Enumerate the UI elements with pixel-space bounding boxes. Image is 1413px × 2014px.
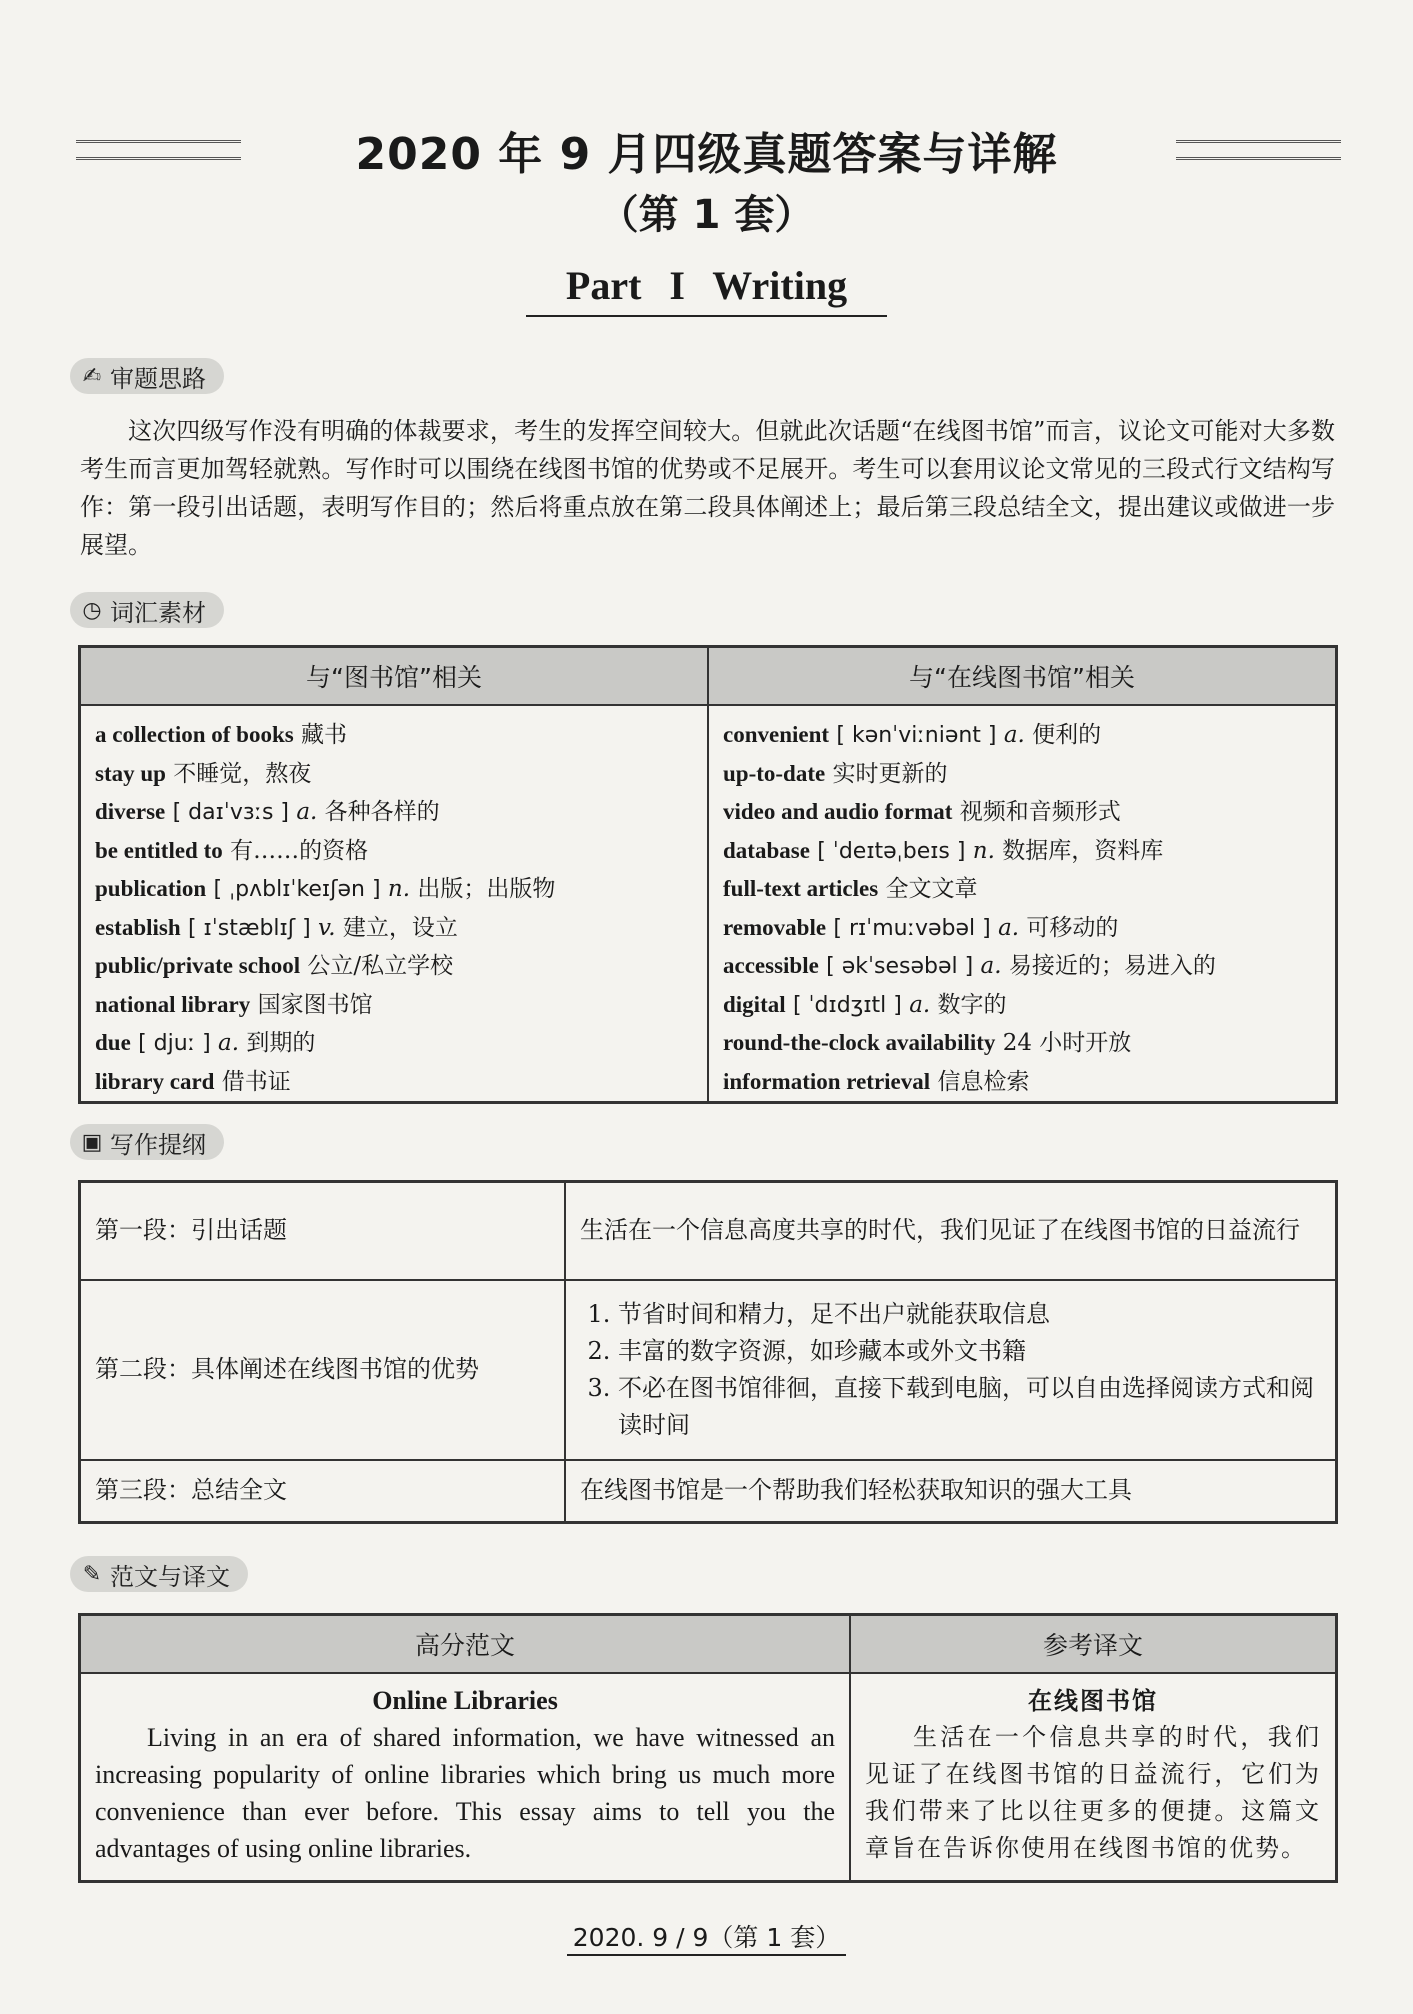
outline-row [80, 1280, 1337, 1460]
outline-content: 生活在一个信息高度共享的时代，我们见证了在线图书馆的日益流行 [565, 1182, 1337, 1280]
vocab-term: establish [95, 914, 181, 940]
vocab-meaning: 建立，设立 [342, 914, 458, 941]
page-footer [0, 1918, 1413, 1954]
essay-title: Online Libraries [372, 1686, 558, 1715]
outline-row [80, 1460, 1337, 1523]
review-text: 这次四级写作没有明确的体裁要求，考生的发挥空间较大。但就此次话题“在线图书馆”而言，议论文可能对大多数考生而言更加驾轻就熟。写作时可以围绕在线图书馆的优势或不足展开。考生可以套用议论文常见的三段式行文结构写作：第一段引出话题，表明写作目的；然后将重点放在第二段具体阐述上；最后第三段总结全文，提出建议或做进一步展望。 [80, 417, 1335, 559]
section-badge-vocab [70, 592, 224, 628]
vocab-item [723, 909, 1321, 948]
vocab-part-of-speech: v. [317, 914, 336, 941]
vocab-column-online-library [708, 705, 1337, 1103]
vocab-term: full-text articles [723, 876, 879, 901]
page-subtitle: （第 1 套） [598, 192, 815, 238]
vocab-meaning: 数据库，资料库 [1002, 837, 1164, 864]
review-paragraph [80, 412, 1335, 564]
vocab-item [723, 947, 1321, 986]
vocab-part-of-speech: a. [998, 914, 1020, 941]
vocab-item [723, 1024, 1321, 1063]
sample-header-essay: 高分范文 [80, 1615, 851, 1674]
part-title-wrap [0, 262, 1413, 317]
vocab-term: convenient [723, 722, 830, 747]
clock-icon: ◷ [82, 597, 102, 623]
vocab-item [95, 909, 693, 948]
vocab-item [723, 870, 1321, 909]
vocab-item [95, 947, 693, 986]
vocab-item [95, 1063, 693, 1102]
vocab-term: up-to-date [723, 760, 826, 786]
outline-list-item: 1. 节省时间和精力，足不出户就能获取信息 [618, 1296, 1321, 1333]
vocab-header-online-library: 与“在线图书馆”相关 [708, 647, 1337, 706]
vocab-item [95, 1024, 693, 1063]
vocab-phonetic: [ əkˈsesəbəl ] [826, 954, 974, 979]
vocab-part-of-speech: n. [387, 876, 410, 902]
vocab-part-of-speech: a. [1003, 722, 1025, 748]
vocab-item [95, 832, 693, 871]
vocab-item [95, 870, 693, 909]
outline-table [78, 1180, 1338, 1524]
sample-table [78, 1613, 1338, 1883]
vocab-term: database [723, 837, 810, 863]
pencil-icon: ✎ [82, 1561, 102, 1587]
vocab-term: round-the-clock availability [723, 1030, 996, 1055]
vocab-part-of-speech: a. [218, 1030, 240, 1056]
section-label-outline: 写作提纲 [110, 1130, 206, 1159]
vocab-term: diverse [95, 799, 166, 824]
outline-row [80, 1182, 1337, 1280]
vocab-phonetic: [ daɪˈvɜːs ] [172, 800, 289, 825]
vocab-item [723, 793, 1321, 832]
section-label-sample: 范文与译文 [110, 1562, 230, 1591]
vocab-phonetic: [ djuː ] [138, 1031, 211, 1056]
outline-content: 在线图书馆是一个帮助我们轻松获取知识的强大工具 [565, 1460, 1337, 1523]
notebook-icon: ▣ [81, 1129, 103, 1155]
vocab-meaning: 数字的 [937, 991, 1007, 1018]
vocab-term: public/private school [95, 953, 301, 978]
vocab-meaning: 借书证 [221, 1068, 291, 1095]
outline-label: 第三段：总结全文 [80, 1460, 566, 1523]
vocab-meaning: 公立/私立学校 [307, 953, 454, 979]
vocab-term: national library [95, 991, 251, 1017]
sample-translation [850, 1673, 1337, 1882]
vocab-term: removable [723, 914, 827, 940]
vocab-term: information retrieval [723, 1068, 931, 1094]
sample-essay [80, 1673, 851, 1882]
outline-list [580, 1296, 1321, 1444]
sample-header-translation: 参考译文 [850, 1615, 1337, 1674]
outline-list-item: 2. 丰富的数字资源，如珍藏本或外文书籍 [618, 1333, 1321, 1370]
section-label-vocab: 词汇素材 [110, 598, 206, 627]
vocab-meaning: 藏书 [301, 722, 348, 748]
vocab-term: due [95, 1030, 131, 1055]
vocab-item [723, 755, 1321, 794]
vocab-meaning: 国家图书馆 [257, 991, 373, 1018]
vocab-term: publication [95, 876, 207, 901]
vocab-term: accessible [723, 953, 819, 978]
vocab-phonetic: [ kənˈviːniənt ] [836, 723, 997, 748]
vocab-part-of-speech: a. [909, 991, 931, 1018]
translation-text: 生活在一个信息共享的时代，我们见证了在线图书馆的日益流行，它们为我们带来了比以往更多的便捷。这篇文章旨在告诉你使用在线图书馆的优势。 [865, 1723, 1321, 1862]
outline-list-item: 3. 不必在图书馆徘徊，直接下载到电脑，可以自由选择阅读方式和阅读时间 [618, 1370, 1321, 1444]
vocab-term: video and audio format [723, 799, 953, 824]
vocab-meaning: 不睡觉，熬夜 [173, 760, 312, 787]
vocab-header-library: 与“图书馆”相关 [80, 647, 709, 706]
page-number: 2020. 9 / 9（第 1 套） [567, 1923, 846, 1956]
vocab-item [95, 755, 693, 794]
part-title: Part I Writing [526, 262, 887, 317]
vocab-term: a collection of books [95, 722, 294, 747]
vocab-phonetic: [ ˈdeɪtəˌbeɪs ] [817, 838, 966, 864]
vocab-meaning: 易接近的；易进入的 [1008, 953, 1216, 979]
vocab-item [95, 716, 693, 755]
vocab-part-of-speech: a. [296, 799, 318, 825]
vocab-meaning: 实时更新的 [832, 760, 948, 787]
vocab-meaning: 信息检索 [937, 1068, 1030, 1095]
vocab-item [95, 986, 693, 1025]
vocab-column-library [80, 705, 709, 1103]
vocab-phonetic: [ ɪˈstæblɪʃ ] [187, 915, 311, 941]
essay-text: Living in an era of shared information, we have witnessed an increasing popularity of online libraries which bring us much more convenience than ever before. This essay aims to tell you the advantages of using online libraries. [95, 1723, 835, 1863]
page-title: 2020 年 9 月四级真题答案与详解 [355, 129, 1058, 180]
vocab-item [723, 1063, 1321, 1102]
vocab-term: stay up [95, 760, 166, 786]
vocab-meaning: 到期的 [246, 1030, 316, 1056]
vocab-meaning: 全文文章 [885, 876, 978, 902]
vocab-item [95, 793, 693, 832]
vocab-term: library card [95, 1068, 215, 1094]
vocab-phonetic: [ rɪˈmuːvəbəl ] [833, 915, 991, 941]
vocab-phonetic: [ ˌpʌblɪˈkeɪʃən ] [213, 877, 381, 902]
translation-title: 在线图书馆 [1028, 1686, 1158, 1715]
section-badge-sample [70, 1556, 248, 1592]
vocab-meaning: 有……的资格 [230, 837, 369, 864]
vocab-part-of-speech: n. [972, 837, 995, 864]
vocab-meaning: 各种各样的 [324, 799, 440, 825]
vocab-part-of-speech: a. [980, 953, 1002, 979]
vocab-term: be entitled to [95, 837, 223, 863]
section-badge-review [70, 358, 224, 394]
section-label-review: 审题思路 [110, 364, 206, 393]
vocab-meaning: 24 小时开放 [1002, 1030, 1132, 1056]
outline-label: 第一段：引出话题 [80, 1182, 566, 1280]
vocab-meaning: 出版；出版物 [417, 876, 556, 902]
outline-content [565, 1280, 1337, 1460]
vocab-phonetic: [ ˈdɪdʒɪtl ] [792, 992, 902, 1018]
pen-icon: ✍ [82, 363, 102, 389]
vocab-term: digital [723, 991, 786, 1017]
section-badge-outline [70, 1124, 224, 1160]
vocab-table [78, 645, 1338, 1104]
vocab-meaning: 视频和音频形式 [959, 799, 1121, 825]
vocab-meaning: 可移动的 [1026, 914, 1119, 941]
outline-label: 第二段：具体阐述在线图书馆的优势 [80, 1280, 566, 1460]
vocab-item [723, 986, 1321, 1025]
vocab-item [723, 716, 1321, 755]
vocab-item [723, 832, 1321, 871]
vocab-meaning: 便利的 [1032, 722, 1102, 748]
